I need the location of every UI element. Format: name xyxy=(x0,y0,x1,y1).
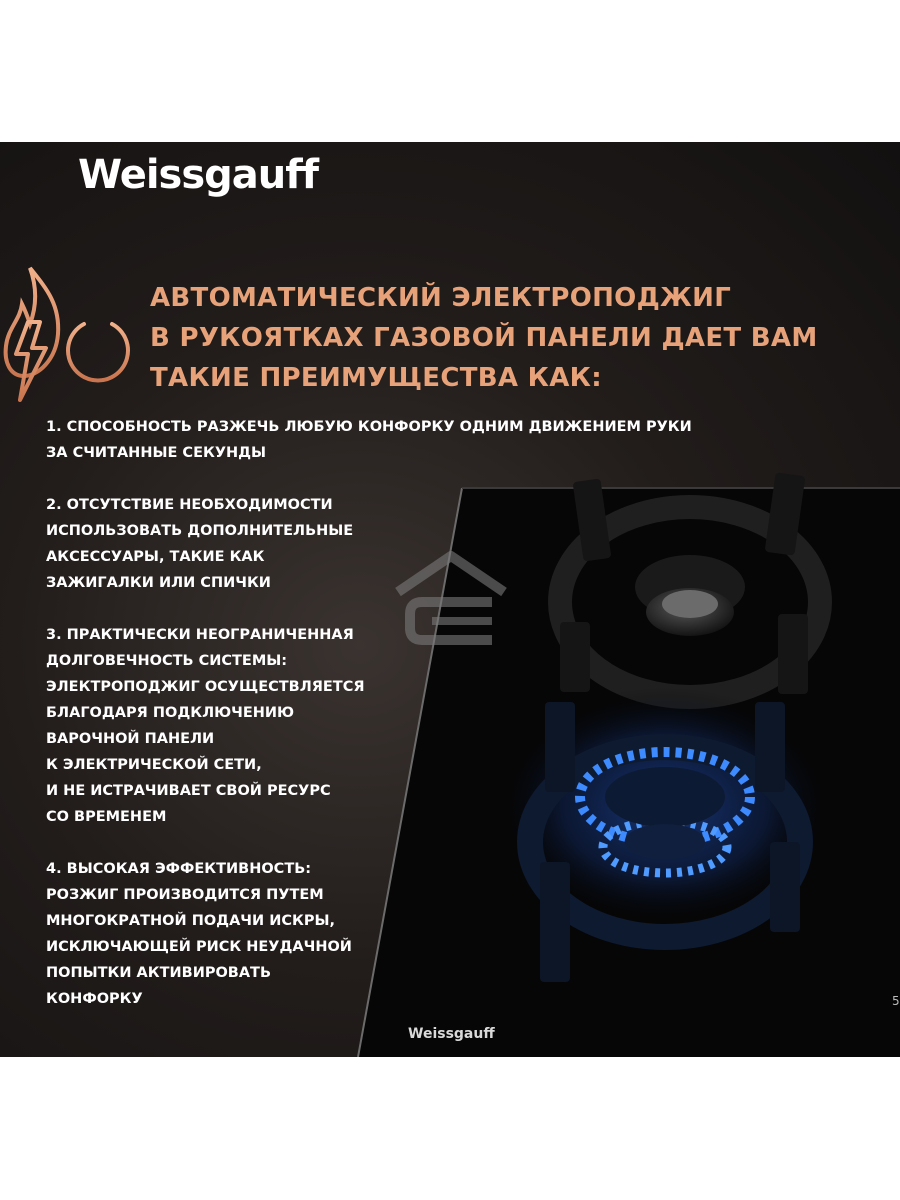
benefit-line: СО ВРЕМЕНЕМ xyxy=(46,809,167,825)
benefit-line: ЗАЖИГАЛКИ ИЛИ СПИЧКИ xyxy=(46,575,271,591)
house-watermark-icon xyxy=(392,550,510,650)
benefit-item xyxy=(46,856,646,1012)
promo-banner xyxy=(0,142,900,1057)
benefit-line: ВАРОЧНОЙ ПАНЕЛИ xyxy=(46,731,215,747)
benefit-item xyxy=(46,492,646,596)
edge-mark: 5 xyxy=(892,994,900,1008)
benefit-item xyxy=(46,622,646,830)
benefit-line: 3. ПРАКТИЧЕСКИ НЕОГРАНИЧЕННАЯ xyxy=(46,627,354,643)
headline-line: ТАКИЕ ПРЕИМУЩЕСТВА КАК: xyxy=(150,363,602,393)
benefit-line: ПОПЫТКИ АКТИВИРОВАТЬ xyxy=(46,965,272,981)
brand-logo: Weissgauff xyxy=(78,152,319,198)
flame-lightning-icon xyxy=(0,264,66,404)
benefit-line: ИСКЛЮЧАЮЩЕЙ РИСК НЕУДАЧНОЙ xyxy=(46,939,352,955)
benefit-line: 1. СПОСОБНОСТЬ РАЗЖЕЧЬ ЛЮБУЮ КОНФОРКУ ОДНИМ ДВИЖЕНИЕМ РУКИ xyxy=(46,419,692,435)
benefits-list xyxy=(46,414,692,1038)
benefit-line: ДОЛГОВЕЧНОСТЬ СИСТЕМЫ: xyxy=(46,653,288,669)
power-icon xyxy=(60,308,136,384)
benefit-line: ЗА СЧИТАННЫЕ СЕКУНДЫ xyxy=(46,445,267,461)
benefit-line: АКСЕССУАРЫ, ТАКИЕ КАК xyxy=(46,549,265,565)
hob-brand-label: Weissgauff xyxy=(408,1026,495,1042)
headline-line: В РУКОЯТКАХ ГАЗОВОЙ ПАНЕЛИ ДАЕТ ВАМ xyxy=(150,323,818,353)
benefit-item xyxy=(46,414,692,466)
headline xyxy=(150,278,818,398)
benefit-line: ЭЛЕКТРОПОДЖИГ ОСУЩЕСТВЛЯЕТСЯ xyxy=(46,679,365,695)
benefit-line: КОНФОРКУ xyxy=(46,991,143,1007)
benefit-line: К ЭЛЕКТРИЧЕСКОЙ СЕТИ, xyxy=(46,757,262,773)
benefit-line: 4. ВЫСОКАЯ ЭФФЕКТИВНОСТЬ: xyxy=(46,861,312,877)
benefit-line: РОЗЖИГ ПРОИЗВОДИТСЯ ПУТЕМ xyxy=(46,887,324,903)
benefit-line: ИСПОЛЬЗОВАТЬ ДОПОЛНИТЕЛЬНЫЕ xyxy=(46,523,354,539)
benefit-line: 2. ОТСУТСТВИЕ НЕОБХОДИМОСТИ xyxy=(46,497,333,513)
benefit-line: БЛАГОДАРЯ ПОДКЛЮЧЕНИЮ xyxy=(46,705,295,721)
benefit-line: И НЕ ИСТРАЧИВАЕТ СВОЙ РЕСУРС xyxy=(46,783,331,799)
headline-line: АВТОМАТИЧЕСКИЙ ЭЛЕКТРОПОДЖИГ xyxy=(150,283,732,313)
benefit-line: МНОГОКРАТНОЙ ПОДАЧИ ИСКРЫ, xyxy=(46,913,335,929)
